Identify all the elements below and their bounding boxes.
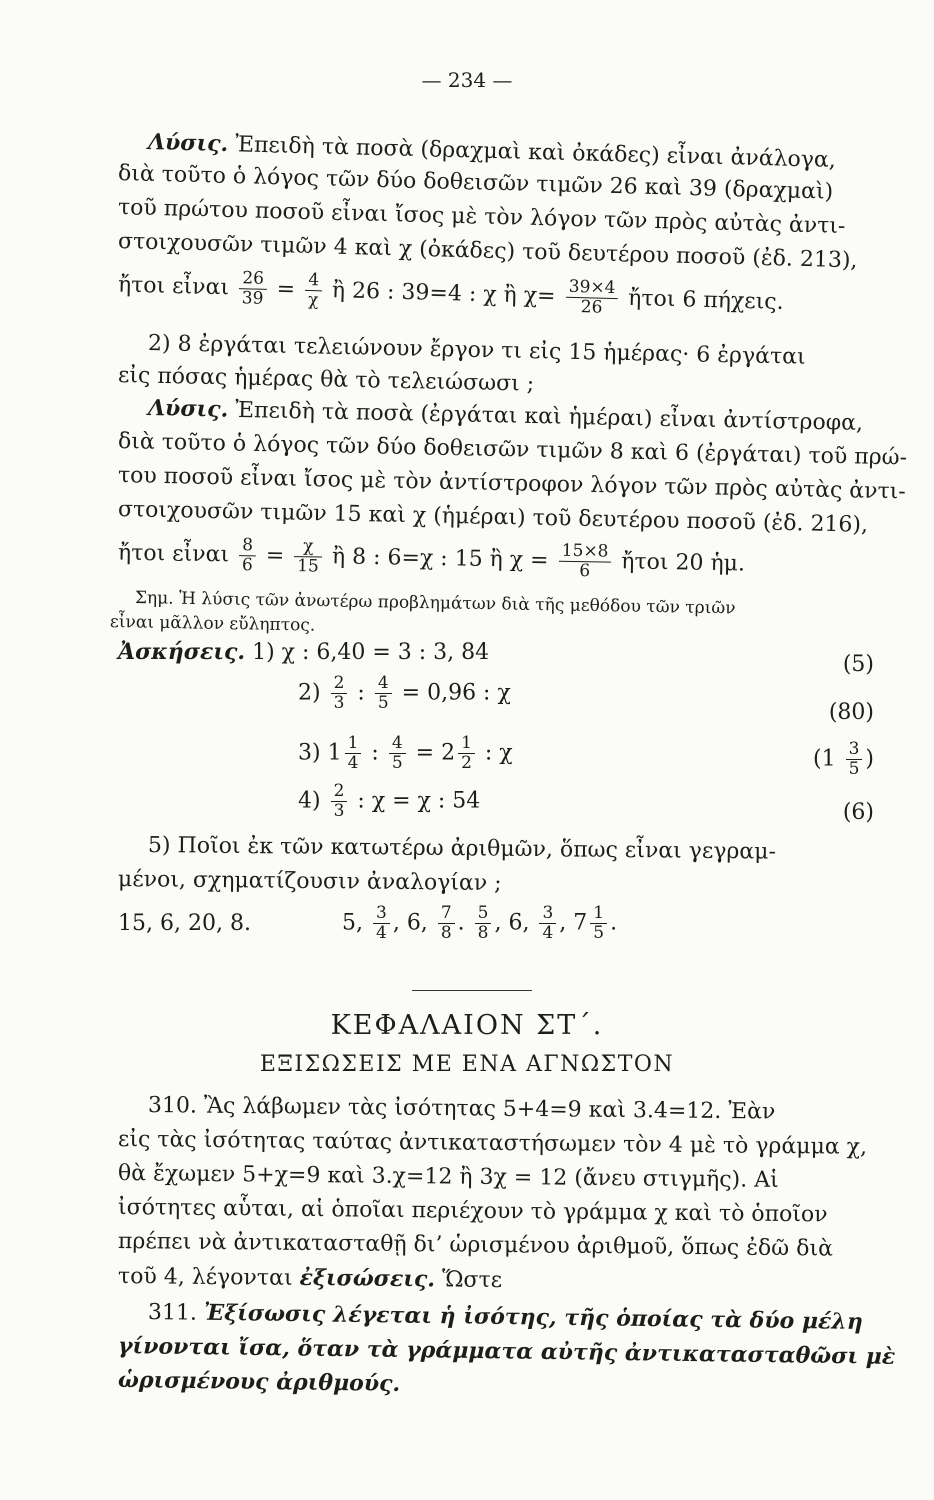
section-310-line-1: 310. Ἂς λάβωμεν τὰς ἰσότητας 5+4=9 καὶ 3.4=12. Ἐὰν [147,1093,776,1125]
section-310-line-3: θὰ ἔχωμεν 5+χ=9 καὶ 3.χ=12 ἢ 3χ = 12 (ἄνευ στιγμῆς). Αἱ [117,1161,779,1193]
exercise-3: 3) 1 $\frac{1}{4}$ : $\frac{4}{5}$ = 2 $\frac{1}{2}$ : χ [298,733,513,773]
intro-line-2: διὰ τοῦτο ὁ λόγος τῶν δύο δοθεισῶν τιμῶν 26 καὶ 39 (δραχμαὶ) [117,161,834,205]
fraction: $\frac{2}{3}$ [331,782,348,821]
fraction: $\frac{1}{4}$ [345,734,362,773]
fraction: $\frac{4}{5}$ [375,674,392,713]
fraction: $\frac{8}{6}$ [239,536,257,575]
fraction: $\frac{1}{5}$ [590,904,607,943]
exercise-5-line-2: μένοι, σχηματίζουσιν ἀναλογίαν ; [117,867,502,897]
exercise-2-answer: (80) [828,700,874,725]
chapter-title: ΚΕΦΑΛΑΙΟΝ ΣΤ΄. [330,1010,604,1041]
fraction: $\frac{3}{5}$ [846,740,863,779]
note-line-1: Σημ. Ἡ λύσις τῶν ἀνωτέρω προβλημάτων διὰ τῆς μεθόδου τῶν τριῶν [134,588,736,619]
solution-label: Λύσις. [147,395,229,423]
term-equations: ἐξισώσεις. [299,1264,436,1293]
exercise-5-set-1: 15, 6, 20, 8. [118,911,251,936]
fraction: $\frac{26}{39}$ [239,269,268,309]
section-310-line-6: τοῦ 4, λέγονται ἐξισώσεις. Ὥστε [117,1264,503,1294]
problem-2-line-1: 2) 8 ἐργάται τελειώνουν ἔργον τι εἰς 15 ἡμέρας· 6 ἐργάται [147,331,806,370]
note-line-2: εἶναι μᾶλλον εὔληπτος. [109,612,316,636]
section-divider [412,990,532,991]
fraction: $\frac{4}{\chi}$ [305,271,323,310]
exercise-4-answer: (6) [842,800,874,825]
solution-2-line-2: διὰ τοῦτο ὁ λόγος τῶν δύο δοθεισῶν τιμῶν 8 καὶ 6 (ἐργάται) τοῦ πρώ- [117,429,908,471]
section-310-line-2: εἰς τὰς ἰσότητας ταύτας ἀντικαταστήσωμεν τὸν 4 μὲ τὸ γράμμα χ, [117,1127,868,1160]
fraction: $\frac{1}{2}$ [458,734,475,773]
exercise-1: Ἀσκήσεις. 1) χ : 6,40 = 3 : 3, 84 [118,639,490,665]
fraction: $\frac{3}{4}$ [539,904,556,943]
fraction: $\frac{3}{4}$ [373,904,390,943]
fraction: $\frac{7}{8}$ [438,904,455,943]
section-311-line-3: ὡρισμένους ἀριθμούς. [117,1367,401,1397]
intro-line-3: τοῦ πρώτου ποσοῦ εἶναι ἴσος μὲ τὸν λόγον τῶν πρὸς αὐτὰς ἀντι- [117,195,846,240]
solution-2-line-3: του ποσοῦ εἶναι ἴσος μὲ τὸν ἀντίστροφον λόγον τῶν πρὸς αὐτὰς ἀντι- [117,463,907,505]
intro-line-1: Λύσις. Ἐπειδὴ τὰ ποσὰ (δραχμαὶ καὶ ὀκάδες) εἶναι ἀνάλογα, [147,129,837,174]
fraction: $\frac{39\times 4}{26}$ [565,278,619,318]
exercise-5-set-2: 5, $\frac{3}{4}$ , 6, $\frac{7}{8}$ . $\frac{5}{8}$ , 6, $\frac{3}{4}$ , 7 $\frac{1}{5}$ . [342,903,618,943]
section-310-line-4: ἰσότητες αὗται, αἱ ὁποῖαι περιέχουν τὸ γράμμα χ καὶ τὸ ὁποῖον [117,1195,828,1228]
exercise-3-answer: (1 $\frac{3}{5}$ ) [812,739,874,779]
section-311-line-2: γίνονται ἴσα, ὅταν τὰ γράμματα αὐτῆς ἀντικατασταθῶσι μὲ [117,1333,896,1370]
exercise-1-answer: (5) [842,652,874,677]
section-310-line-5: πρέπει νὰ ἀντικατασταθῇ δι’ ὡρισμένου ἀριθμοῦ, ὅπως ἐδῶ διὰ [117,1229,834,1262]
fraction: $\frac{\chi}{15}$ [294,537,322,576]
intro-equation: ἤτοι εἶναι $\frac{26}{39}$ = $\frac{4}{\chi}$ ἢ 26 : 39=4 : χ ἢ χ= $\frac{39\times 4}{26}$ ἤτοι 6 πήχεις. [117,268,784,318]
chapter-subtitle: ΕΞΙΣΩΣΕΙΣ ΜΕ ΕΝΑ ΑΓΝΩΣΤΟΝ [259,1052,675,1077]
intro-line-4: στοιχουσῶν τιμῶν 4 καὶ χ (ὀκάδες) τοῦ δευτέρου ποσοῦ (ἐδ. 213), [117,229,858,274]
solution-2-line-1: Λύσις. Ἐπειδὴ τὰ ποσὰ (ἐργάται καὶ ἡμέραι) εἶναι ἀντίστροφα, [147,395,864,436]
solution-2-line-4: στοιχουσῶν τιμῶν 15 καὶ χ (ἡμέραι) τοῦ δευτέρου ποσοῦ (ἐδ. 216), [117,497,869,538]
exercise-2: 2) $\frac{2}{3}$ : $\frac{4}{5}$ = 0,96 : χ [298,673,511,713]
problem-2-line-2: εἰς πόσας ἡμέρας θὰ τὸ τελειώσωσι ; [117,363,535,397]
exercises-label: Ἀσκήσεις. [118,639,246,665]
exercise-5-line-1: 5) Ποῖοι ἐκ τῶν κατωτέρω ἀριθμῶν, ὅπως εἶναι γεγραμ- [147,833,777,865]
solution-2-equation: ἤτοι εἶναι $\frac{8}{6}$ = $\frac{\chi}{15}$ ἢ 8 : 6=χ : 15 ἢ χ = $\frac{15\times 8}{6}$ ἤτοι 20 ἡμ. [117,535,746,582]
fraction: $\frac{2}{3}$ [331,674,348,713]
fraction: $\frac{15\times 8}{6}$ [558,542,611,582]
exercise-4: 4) $\frac{2}{3}$ : χ = χ : 54 [298,781,481,821]
fraction: $\frac{4}{5}$ [389,734,406,773]
page-number: — 234 — [421,68,513,92]
solution-label: Λύσις. [147,129,229,158]
fraction: $\frac{5}{8}$ [475,904,492,943]
section-311-line-1: 311. Ἐξίσωσις λέγεται ἡ ἰσότης, τῆς ὁποίας τὰ δύο μέλη [147,1299,863,1335]
